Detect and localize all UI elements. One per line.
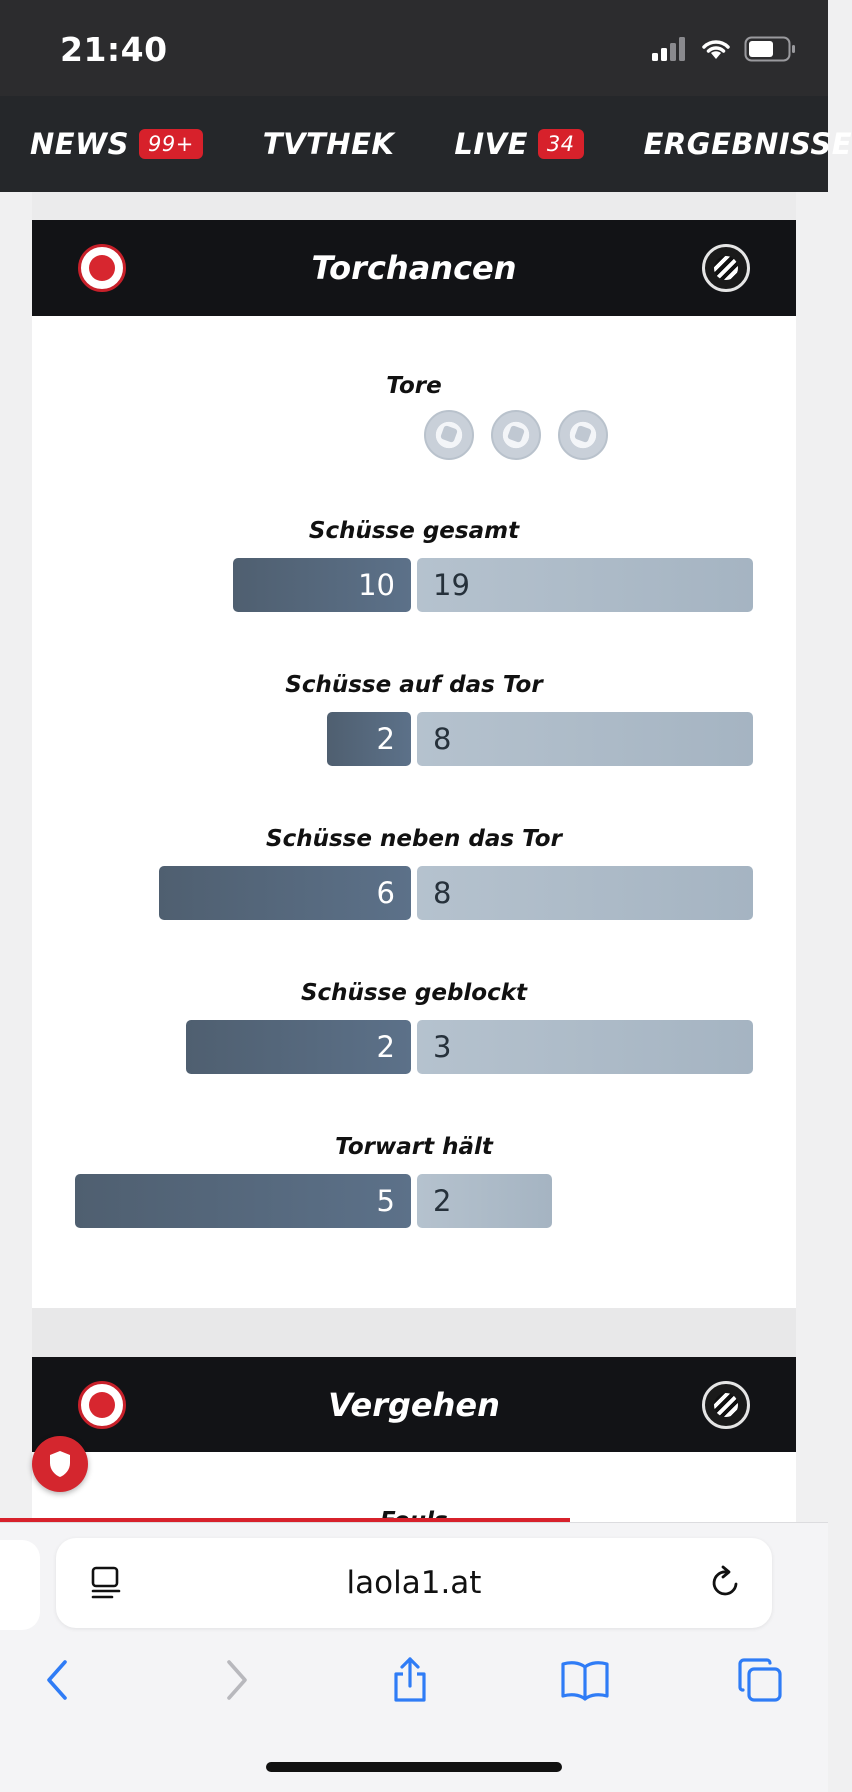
stat-label-shots-on-target: Schüsse auf das Tor bbox=[285, 672, 543, 698]
status-icons bbox=[652, 36, 796, 62]
away-bar-saves: 2 bbox=[417, 1174, 552, 1228]
top-navigation bbox=[0, 96, 852, 192]
away-bar-shots-off-target: 8 bbox=[417, 866, 753, 920]
soccer-ball-icon bbox=[558, 410, 608, 460]
away-bar-shots-blocked: 3 bbox=[417, 1020, 753, 1074]
away-bar-shots-total: 19 bbox=[417, 558, 753, 612]
reader-mode-icon[interactable] bbox=[90, 1566, 122, 1600]
back-button[interactable] bbox=[28, 1650, 88, 1710]
home-bar-saves: 5 bbox=[75, 1174, 411, 1228]
vergehen-title: Vergehen bbox=[328, 1386, 500, 1424]
bookmarks-button[interactable] bbox=[555, 1650, 615, 1710]
battery-icon bbox=[744, 36, 796, 62]
chevron-right-icon bbox=[221, 1658, 251, 1702]
share-icon bbox=[390, 1656, 430, 1704]
home-bar-shots-total: 10 bbox=[233, 558, 411, 612]
nav-tvthek[interactable] bbox=[263, 127, 395, 161]
reload-icon[interactable] bbox=[708, 1564, 744, 1602]
away-goals bbox=[424, 410, 608, 460]
card-top-strip bbox=[32, 192, 796, 220]
nav-live-label: LIVE bbox=[454, 127, 528, 161]
tabs-icon bbox=[737, 1657, 783, 1703]
browser-toolbar bbox=[0, 1650, 828, 1710]
stat-label-shots-blocked: Schüsse geblockt bbox=[300, 980, 528, 1006]
address-bar[interactable] bbox=[56, 1538, 772, 1628]
home-bar-shots-off-target: 6 bbox=[159, 866, 411, 920]
away-team-logo bbox=[702, 244, 750, 292]
book-icon bbox=[560, 1659, 610, 1701]
torchancen-header bbox=[32, 220, 796, 316]
forward-button[interactable] bbox=[206, 1650, 266, 1710]
previous-tab-edge[interactable] bbox=[0, 1540, 40, 1630]
away-team-logo bbox=[702, 1381, 750, 1429]
nav-live[interactable] bbox=[454, 127, 583, 161]
vergehen-header bbox=[32, 1357, 796, 1453]
home-bar-shots-on-target: 2 bbox=[327, 712, 411, 766]
nav-ergebnisse-label: ERGEBNISSE bbox=[643, 127, 852, 161]
nav-ergebnisse[interactable] bbox=[644, 127, 852, 161]
nav-news[interactable] bbox=[30, 127, 203, 161]
chevron-left-icon bbox=[43, 1658, 73, 1702]
home-indicator bbox=[266, 1762, 562, 1772]
tabs-button[interactable] bbox=[730, 1650, 790, 1710]
news-count-badge: 99+ bbox=[139, 129, 203, 159]
url-text: laola1.at bbox=[346, 1565, 482, 1601]
live-count-badge: 34 bbox=[538, 129, 584, 159]
stat-label-shots-total: Schüsse gesamt bbox=[308, 518, 520, 544]
signal-icon bbox=[652, 37, 688, 61]
soccer-ball-icon bbox=[491, 410, 541, 460]
nav-tvthek-label: TVTHEK bbox=[262, 127, 395, 161]
home-team-logo bbox=[78, 1381, 126, 1429]
home-team-logo bbox=[78, 244, 126, 292]
nav-news-label: NEWS bbox=[30, 127, 129, 161]
privacy-shield-button[interactable] bbox=[32, 1436, 88, 1492]
shield-icon bbox=[48, 1450, 72, 1478]
status-time: 21:40 bbox=[60, 30, 168, 69]
home-bar-shots-blocked: 2 bbox=[186, 1020, 411, 1074]
stat-label-saves: Torwart hält bbox=[335, 1134, 493, 1160]
goals-label: Tore bbox=[386, 373, 442, 399]
soccer-ball-icon bbox=[424, 410, 474, 460]
section-gap bbox=[32, 1308, 796, 1358]
share-button[interactable] bbox=[380, 1650, 440, 1710]
stat-label-shots-off-target: Schüsse neben das Tor bbox=[266, 826, 562, 852]
wifi-icon bbox=[700, 37, 732, 61]
away-bar-shots-on-target: 8 bbox=[417, 712, 753, 766]
status-bar bbox=[0, 0, 828, 96]
torchancen-title: Torchancen bbox=[311, 249, 517, 287]
